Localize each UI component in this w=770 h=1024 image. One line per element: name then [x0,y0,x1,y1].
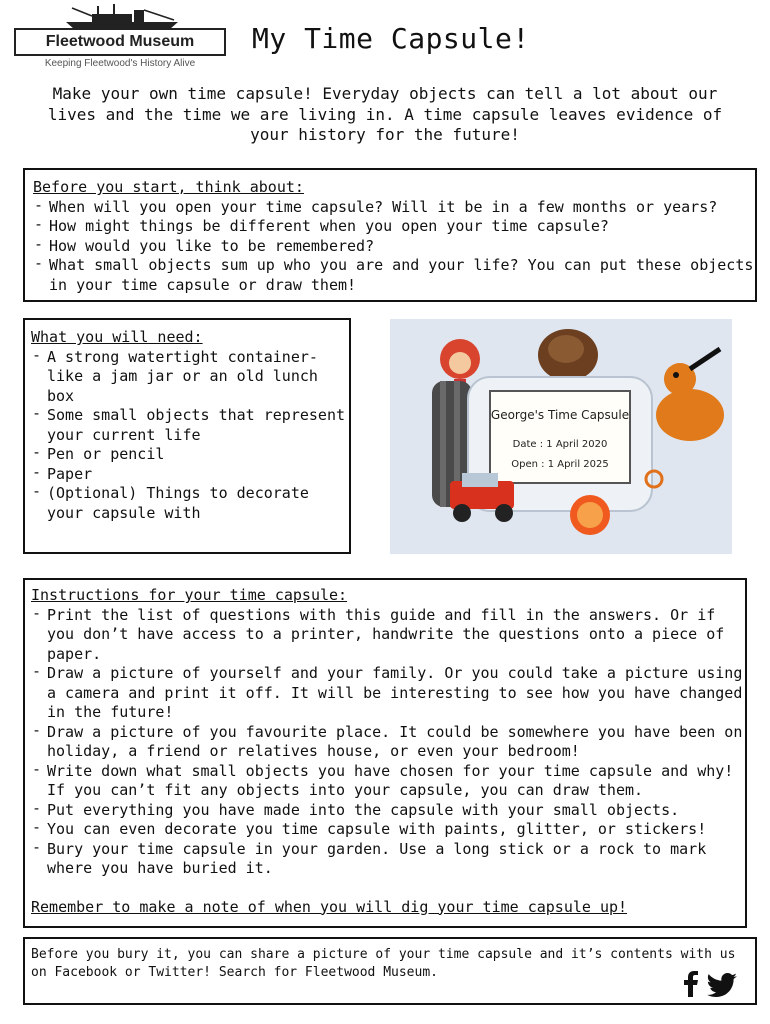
need-list [31,348,349,524]
what-you-need-box [23,318,351,554]
list-item: - How would you like to be remembered? [33,237,755,257]
logo-tagline: Keeping Fleetwood's History Alive [44,58,196,69]
list-item: - Print the list of questions with this guide and fill in the answers. Or if you don’t have access to a printer, handwrite the questions onto a piece of paper. [31,606,745,665]
list-item: - (Optional) Things to decorate your capsule with [31,484,349,523]
list-item: - You can even decorate you time capsule with paints, glitter, or stickers! [31,820,745,840]
list-item: - Bury your time capsule in your garden. Use a long stick or a rock to mark where you have buried it. [31,840,745,879]
list-item: - Put everything you have made into the capsule with your small objects. [31,801,745,821]
need-heading: What you will need: [31,328,203,346]
share-text: Before you bury it, you can share a picture of your time capsule and it’s contents with us on Facebook or Twitter! Search for Fleetwood Museum. [31,947,736,980]
list-item: - Paper [31,465,349,485]
instructions-list [31,606,745,879]
intro-text: Make your own time capsule! Everyday objects can tell a lot about our lives and the time we are living in. A time capsule leaves evidence of your history for the future! [47,84,723,144]
page-title: My Time Capsule! [252,22,530,55]
before-you-start-box [23,168,757,302]
facebook-icon[interactable] [683,971,699,997]
time-capsule-illustration [390,319,732,554]
share-box [23,937,757,1005]
capsule-label-title: George's Time Capsule [490,408,630,422]
instructions-box [23,578,747,928]
before-list [33,198,755,296]
reminder-text: Remember to make a note of when you will dig your time capsule up! [31,897,628,916]
list-item: - A strong watertight container- like a jam jar or an old lunch box [31,348,349,407]
list-item: - Some small objects that represent your current life [31,406,349,445]
list-item: - Draw a picture of you favourite place. It could be somewhere you have been on holiday, a friend or relatives house, or even your bedroom! [31,723,745,762]
capsule-label-date: Date : 1 April 2020 [512,439,608,450]
museum-logo [14,4,228,70]
before-heading: Before you start, think about: [33,178,304,196]
list-item: - When will you open your time capsule? Will it be in a few months or years? [33,198,755,218]
time-capsule-photo [390,319,732,554]
instructions-heading: Instructions for your time capsule: [31,586,348,604]
logo-name: Fleetwood Museum [14,28,226,56]
list-item: - How might things be different when you open your time capsule? [33,217,755,237]
social-icons [683,971,737,997]
list-item: - Draw a picture of yourself and your family. Or you could take a picture using a camera and print it off. It will be interesting to see how you have changed in the future! [31,664,745,723]
list-item: - Pen or pencil [31,445,349,465]
capsule-label-open: Open : 1 April 2025 [511,459,609,470]
list-item: - Write down what small objects you have chosen for your time capsule and why! If you can’t fit any objects into your capsule, you can draw them. [31,762,745,801]
ship-icon [62,4,182,30]
twitter-icon[interactable] [707,973,737,997]
list-item: - What small objects sum up who you are and your life? You can put these objects in your time capsule or draw them! [33,256,755,295]
